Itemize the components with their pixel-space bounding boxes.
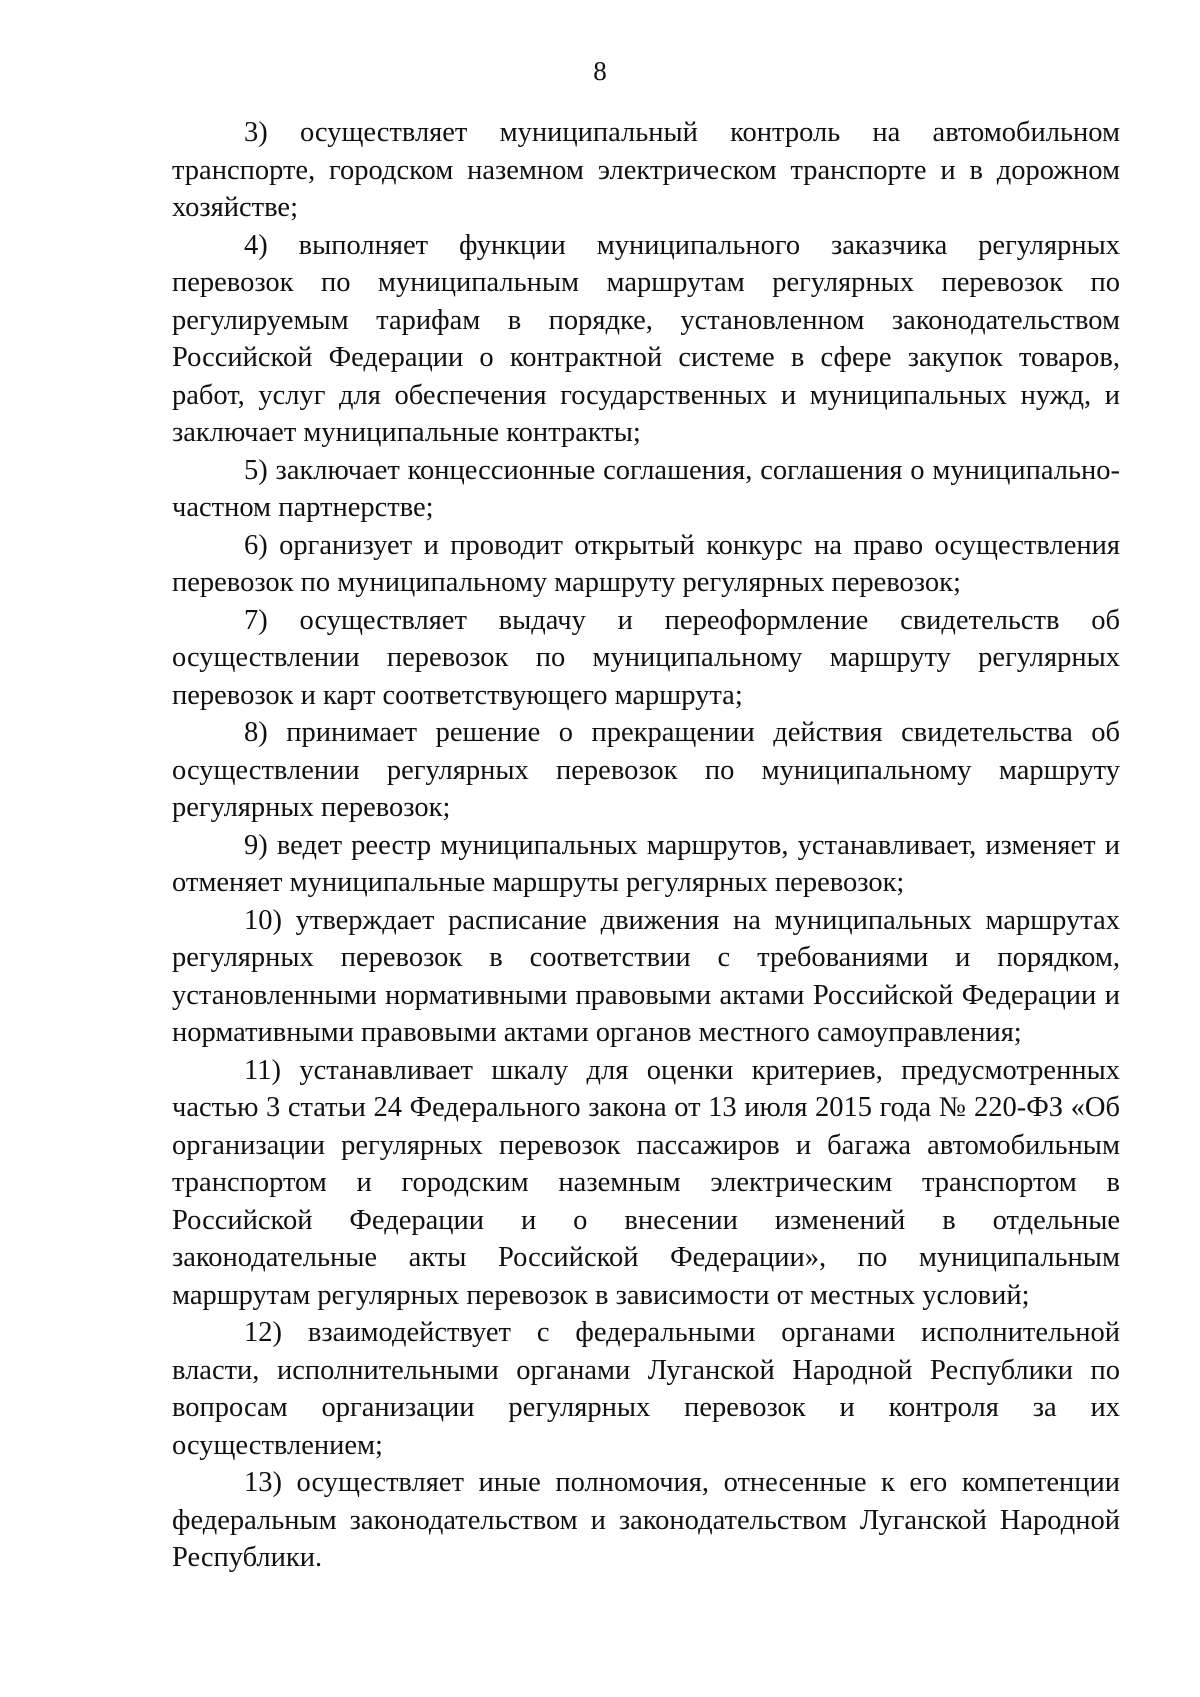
paragraph-item-11: 11) устанавливает шкалу для оценки критериев, предусмотренных частью 3 статьи 24 Федерального закона от 13 июля 2015 года № 220-ФЗ «Об организации регулярных перевозок пассажиров и багажа автомобильным транспортом и городским наземным электрическим транспортом в Российской Федерации и о внесении изменений в отдельные законодательные акты Российской Федерации», по муниципальным маршрутам регулярных перевозок в зависимости от местных условий; (172, 1054, 1120, 1311)
paragraph-item-9: 9) ведет реестр муниципальных маршрутов, устанавливает, изменяет и отменяет муниципальные маршруты регулярных перевозок; (172, 829, 1120, 898)
paragraph-item-6: 6) организует и проводит открытый конкурс на право осуществления перевозок по муниципальному маршруту регулярных перевозок; (172, 529, 1120, 598)
paragraph-item-4: 4) выполняет функции муниципального заказчика регулярных перевозок по муниципальным маршрутам регулярных перевозок по регулируемым тарифам в порядке, установленном законодательством Российской Федерации о контрактной системе в сфере закупок товаров, работ, услуг для обеспечения государственных и муниципальных нужд, и заключает муниципальные контракты; (172, 229, 1120, 448)
paragraph-item-12: 12) взаимодействует с федеральными органами исполнительной власти, исполнительными органами Луганской Народной Республики по вопросам организации регулярных перевозок и контроля за их осуществлением; (172, 1317, 1120, 1461)
paragraph-item-8: 8) принимает решение о прекращении действия свидетельства об осуществлении регулярных перевозок по муниципальному маршруту регулярных перевозок; (172, 717, 1120, 823)
paragraph-item-7: 7) осуществляет выдачу и переоформление свидетельств об осуществлении перевозок по муниципальному маршруту регулярных перевозок и карт соответствующего маршрута; (172, 604, 1120, 711)
document-body (172, 114, 1120, 1577)
paragraph-item-10: 10) утверждает расписание движения на муниципальных маршрутах регулярных перевозок в соответствии с требованиями и порядком, установленными нормативными правовыми актами Российской Федерации и нормативными правовыми актами органов местного самоуправления; (172, 904, 1120, 1048)
page-number: 8 (593, 56, 607, 86)
paragraph-item-5: 5) заключает концессионные соглашения, соглашения о муниципально-частном партнерстве; (172, 454, 1120, 523)
paragraph-item-13: 13) осуществляет иные полномочия, отнесенные к его компетенции федеральным законодательством и законодательством Луганской Народной Республики. (172, 1467, 1120, 1573)
paragraph-item-3: 3) осуществляет муниципальный контроль на автомобильном транспорте, городском наземном электрическом транспорте и в дорожном хозяйстве; (172, 117, 1120, 223)
